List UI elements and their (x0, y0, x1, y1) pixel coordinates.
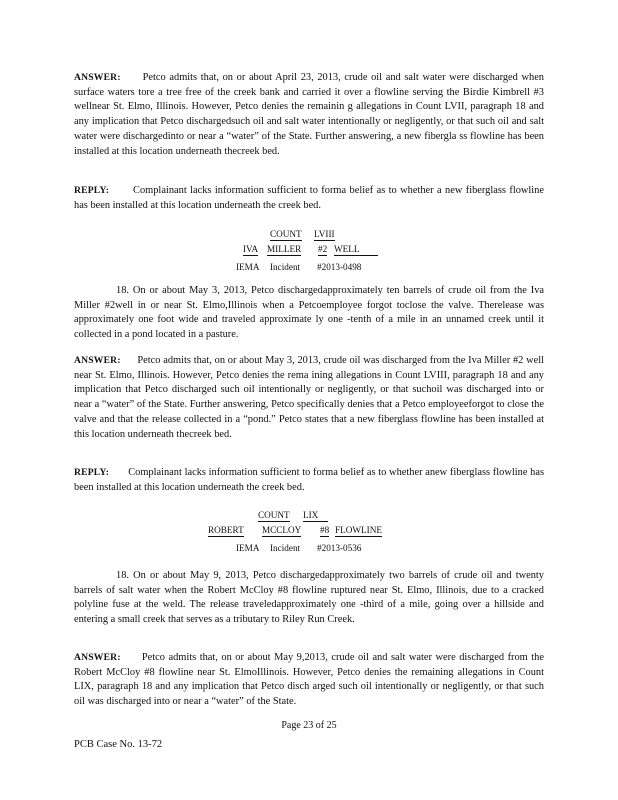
paragraph-18-lviii (74, 284, 544, 343)
well-owner-last: MCCLOY (262, 525, 302, 535)
agency: IEMA (236, 262, 260, 272)
count-label: COUNT (270, 229, 302, 239)
answer-count-lviii (74, 354, 544, 442)
page-number: Page 23 of 25 (281, 720, 337, 731)
answer-text: Petco admits that, on or about May 9,2013, crude oil and salt water were discharged from the Robert McCloy #8 flowline near St. ElmoIllinois. However, Petco denies the remaining allegations in Count LIX, paragraph 18 and any implication that Petco disch arged such oil intentionally or negligently, or that such oil was discharged into or near a “water” of the State. (74, 652, 544, 708)
incident-label: Incident (270, 543, 301, 553)
reply-text: Complainant lacks information sufficient to forma belief as to whether anew fiberglass flowline has been installed at this location underneath the creek bed. (74, 467, 545, 493)
reply-count-lviii (74, 466, 544, 495)
reply-label: REPLY: (74, 467, 110, 478)
incident-label: Incident (270, 262, 301, 272)
paragraph-18-lix (74, 569, 544, 628)
count-number: LVIII (314, 229, 335, 239)
well-owner-first: ROBERT (208, 525, 244, 535)
paragraph-text: 18. On or about May 9, 2013, Petco dischargedapproximately two barrels of crude oil and twenty barrels of salt water when the Robert McCloy #8 flowline ruptured near St. Elmo, Illinois, due to a cracked polyline fuse at the weld. The release traveledapproximately one -third of a mile, going over a hillside and entering a small creek that serves as a tributary to Riley Run Creek. (74, 570, 544, 626)
incident-number: #2013-0498 (317, 262, 362, 272)
paragraph-text: 18. On or about May 3, 2013, Petco dischargedapproximately ten barrels of crude oil from the Iva Miller #2well in or near St. Elmo,Illinois when a Petcoemployee forgot toclose the valve. Therelease was approximately one foot wide and traveled approximate ly one -tenth of a mile in an unnamed creek until it collected in a pond located in a pasture. (74, 285, 544, 341)
count-label: COUNT (258, 510, 290, 520)
well-type: FLOWLINE (335, 525, 382, 535)
case-number: PCB Case No. 13-72 (74, 739, 163, 750)
count-lix-heading (0, 509, 618, 557)
agency: IEMA (236, 543, 260, 553)
answer-label: ANSWER: (74, 652, 121, 663)
count-number: LIX (303, 509, 328, 522)
answer-label: ANSWER: (74, 355, 121, 366)
answer-label: ANSWER: (74, 72, 121, 83)
reply-count-lvii (74, 184, 544, 213)
reply-label: REPLY: (74, 185, 110, 196)
count-lviii-heading (0, 228, 618, 276)
incident-number: #2013-0536 (317, 543, 362, 553)
well-number: #8 (320, 525, 330, 535)
answer-text: Petco admits that, on or about May 3, 2013, crude oil was discharged from the Iva Miller #2 well near St. Elmo, Illinois. However, Petco denies the rema ining allegations in Count LVIII, paragraph 18 and any implication that Petco discharged such oil intentionally or negligently, or that suchoil was discharged into or near a “water” of the State. Further answering, Petco specifically denies that a Petco employeeforgot to close the valve and that the release collected in a “pond.” Petco states that a new fiberglass flowline has been installed at this location underneath thecreek bed. (74, 355, 544, 440)
well-owner-last: MILLER (267, 244, 302, 254)
reply-text: Complainant lacks information sufficient to forma belief as to whether a new fiberglass flowline has been installed at this location underneath the creek bed. (74, 185, 544, 211)
well-number: #2 (318, 244, 328, 254)
answer-count-lix (74, 651, 544, 710)
answer-count-lvii (74, 71, 544, 159)
answer-text: Petco admits that, on or about April 23, 2013, crude oil and salt water were discharged when surface waters tore a tree free of the creek bank and carried it over a flowline serving the Birdie Kimbrell #3 wellnear St. Elmo, Illinois. However, Petco denies the remainin g allegations in Count LVII, paragraph 18 and any implication that Petco dischargedsuch oil and salt water intentionally or negligently, or that such oil and salt water were dischargedinto or near a “water” of the State. Further answering, a new fibergla ss flowline has been installed at this location underneath thecreek bed. (74, 72, 545, 157)
well-owner-first: IVA (243, 244, 259, 254)
well-type: WELL (334, 243, 378, 256)
